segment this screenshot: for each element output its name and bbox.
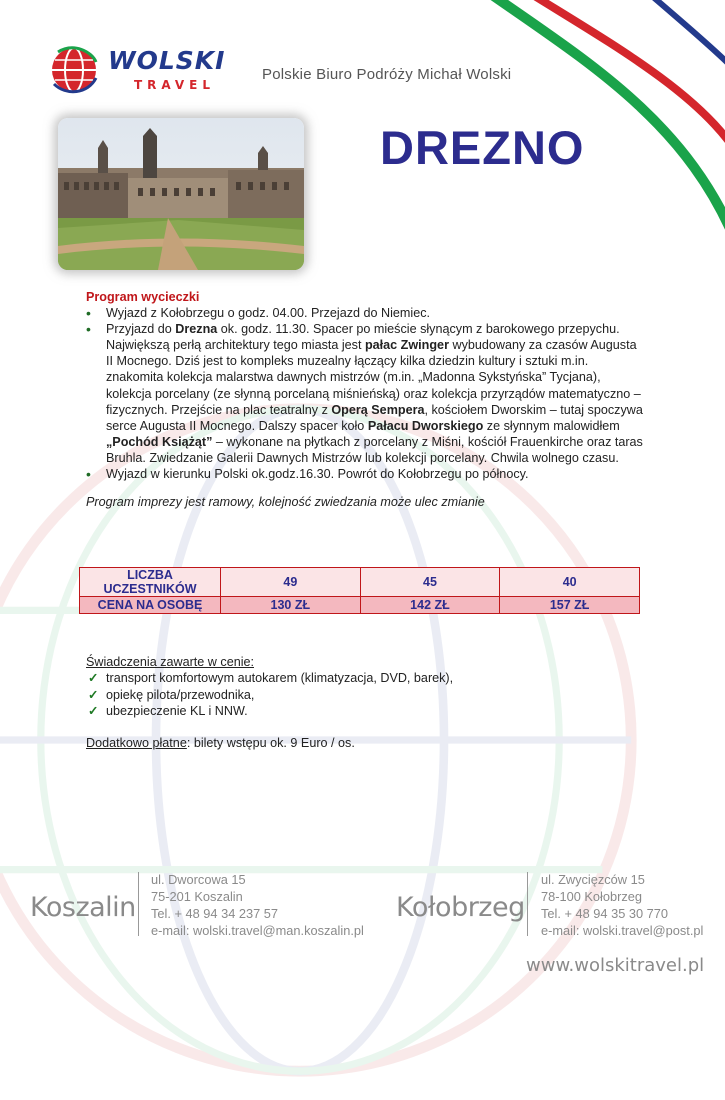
- bold-text: Drezna: [175, 322, 218, 337]
- price-row: [80, 597, 640, 614]
- item-text: ok. godz. 11.30. Spacer po mieście słynącym z barokowego przepychu. Największą perłą architektury tego miasta jest: [106, 322, 620, 353]
- office-address-kolobrzeg: [541, 871, 703, 939]
- globe-icon: [48, 44, 100, 96]
- brand-sub: TRAVEL: [134, 78, 216, 92]
- participants-cell: 49: [221, 568, 361, 597]
- dresden-photo: [58, 118, 304, 270]
- address-line: 75-201 Koszalin: [151, 889, 243, 904]
- item-text: Przyjazd do: [106, 322, 176, 337]
- price-label: CENA NA OSOBĘ: [80, 597, 221, 614]
- checkmark-icon: ✓: [88, 671, 99, 686]
- benefits-list: [86, 670, 646, 719]
- office-city-kolobrzeg: Kołobrzeg: [396, 892, 525, 923]
- brand-logo: [48, 40, 238, 100]
- benefit-text: transport komfortowym autokarem (klimatyzacja, DVD, barek),: [106, 671, 454, 686]
- participants-cell: 45: [360, 568, 500, 597]
- participants-cell: 40: [500, 568, 640, 597]
- bold-text: Pałacu Dworskiego: [367, 418, 484, 433]
- item-text: Wyjazd w kierunku Polski ok.godz.16.30. Powrót do Kołobrzegu po północy.: [106, 467, 529, 482]
- email-link[interactable]: e-mail: wolski.travel@post.pl: [541, 923, 704, 938]
- phone-line: Tel. + 48 94 35 30 770: [541, 906, 669, 921]
- participants-label: LICZBA UCZESTNIKÓW: [80, 568, 221, 597]
- list-item: [86, 703, 646, 719]
- page-title: DREZNO: [380, 121, 585, 174]
- extra-costs: [86, 735, 646, 751]
- divider: [138, 872, 139, 936]
- checkmark-icon: ✓: [88, 687, 99, 702]
- item-text: Wyjazd z Kołobrzegu o godz. 04.00. Przejazd do Niemiec.: [106, 306, 430, 321]
- item-text: ze słynnym malowidłem: [483, 418, 620, 433]
- email-link[interactable]: e-mail: wolski.travel@man.koszalin.pl: [151, 923, 364, 938]
- divider: [527, 872, 528, 936]
- bold-text: „Pochód Książąt”: [106, 434, 213, 449]
- program-list: [86, 305, 646, 482]
- program-section: [86, 289, 646, 510]
- benefits-section: [86, 654, 646, 751]
- program-heading: Program wycieczki: [86, 290, 200, 304]
- brand-name: WOLSKI: [108, 46, 226, 75]
- checkmark-icon: ✓: [88, 703, 99, 718]
- item-text: , kościołem Dworskim – tutaj spoczywa serce Augusta II Mocnego. Dalszy spacer koło: [106, 402, 643, 433]
- extra-costs-label: Dodatkowo płatne: [86, 736, 187, 751]
- price-cell: 130 ZŁ: [221, 597, 361, 614]
- bold-text: pałac Zwinger: [364, 338, 449, 353]
- benefit-text: ubezpieczenie KL i NNW.: [106, 703, 248, 718]
- bold-text: Operą Sempera: [331, 402, 425, 417]
- address-line: ul. Dworcowa 15: [151, 872, 246, 887]
- list-item: [86, 670, 646, 686]
- item-text: – wykonane na płytkach z porcelany z Miśni, kościół Frauenkirche oraz taras Bruhla. Zwiedzanie Galerii Dawnych Mistrzów lub kolekcji porcelany. Chwila wolnego czasu.: [106, 434, 643, 465]
- list-item: [86, 687, 646, 703]
- price-cell: 142 ZŁ: [360, 597, 500, 614]
- list-item: [86, 466, 646, 482]
- list-item: [86, 321, 646, 466]
- program-note: Program imprezy jest ramowy, kolejność zwiedzania może ulec zmianie: [86, 495, 485, 510]
- benefits-heading: Świadczenia zawarte w cenie:: [86, 655, 254, 669]
- pricing-table: [79, 567, 640, 614]
- participants-row: [80, 568, 640, 597]
- list-item: [86, 305, 646, 321]
- extra-costs-text: : bilety wstępu ok. 9 Euro / os.: [186, 736, 355, 751]
- price-cell: 157 ZŁ: [500, 597, 640, 614]
- address-line: ul. Zwycięzców 15: [541, 872, 645, 887]
- website-link[interactable]: www.wolskitravel.pl: [526, 955, 705, 976]
- item-text: wybudowany za czasów Augusta II Mocnego. Dziś jest to kompleks muzealny łączący kilka dziedzin kultury i sztuki m.in. znakomita kolekcja malarstwa dawnych mistrzów (m.in. „Madonna Sykstyńska” Tycjana), kolekcja porcelany (ze słynną porcelaną miśnieńską) oraz kolekcja przyrządów matematyczno – fizycznych. Przejście na plac teatralny z: [106, 338, 641, 417]
- benefit-text: opiekę pilota/przewodnika,: [106, 687, 255, 702]
- office-address-koszalin: [151, 871, 364, 939]
- address-line: 78-100 Kołobrzeg: [541, 889, 643, 904]
- phone-line: Tel. + 48 94 34 237 57: [151, 906, 279, 921]
- brand-tagline: Polskie Biuro Podróży Michał Wolski: [262, 66, 512, 83]
- office-city-koszalin: Koszalin: [30, 892, 136, 923]
